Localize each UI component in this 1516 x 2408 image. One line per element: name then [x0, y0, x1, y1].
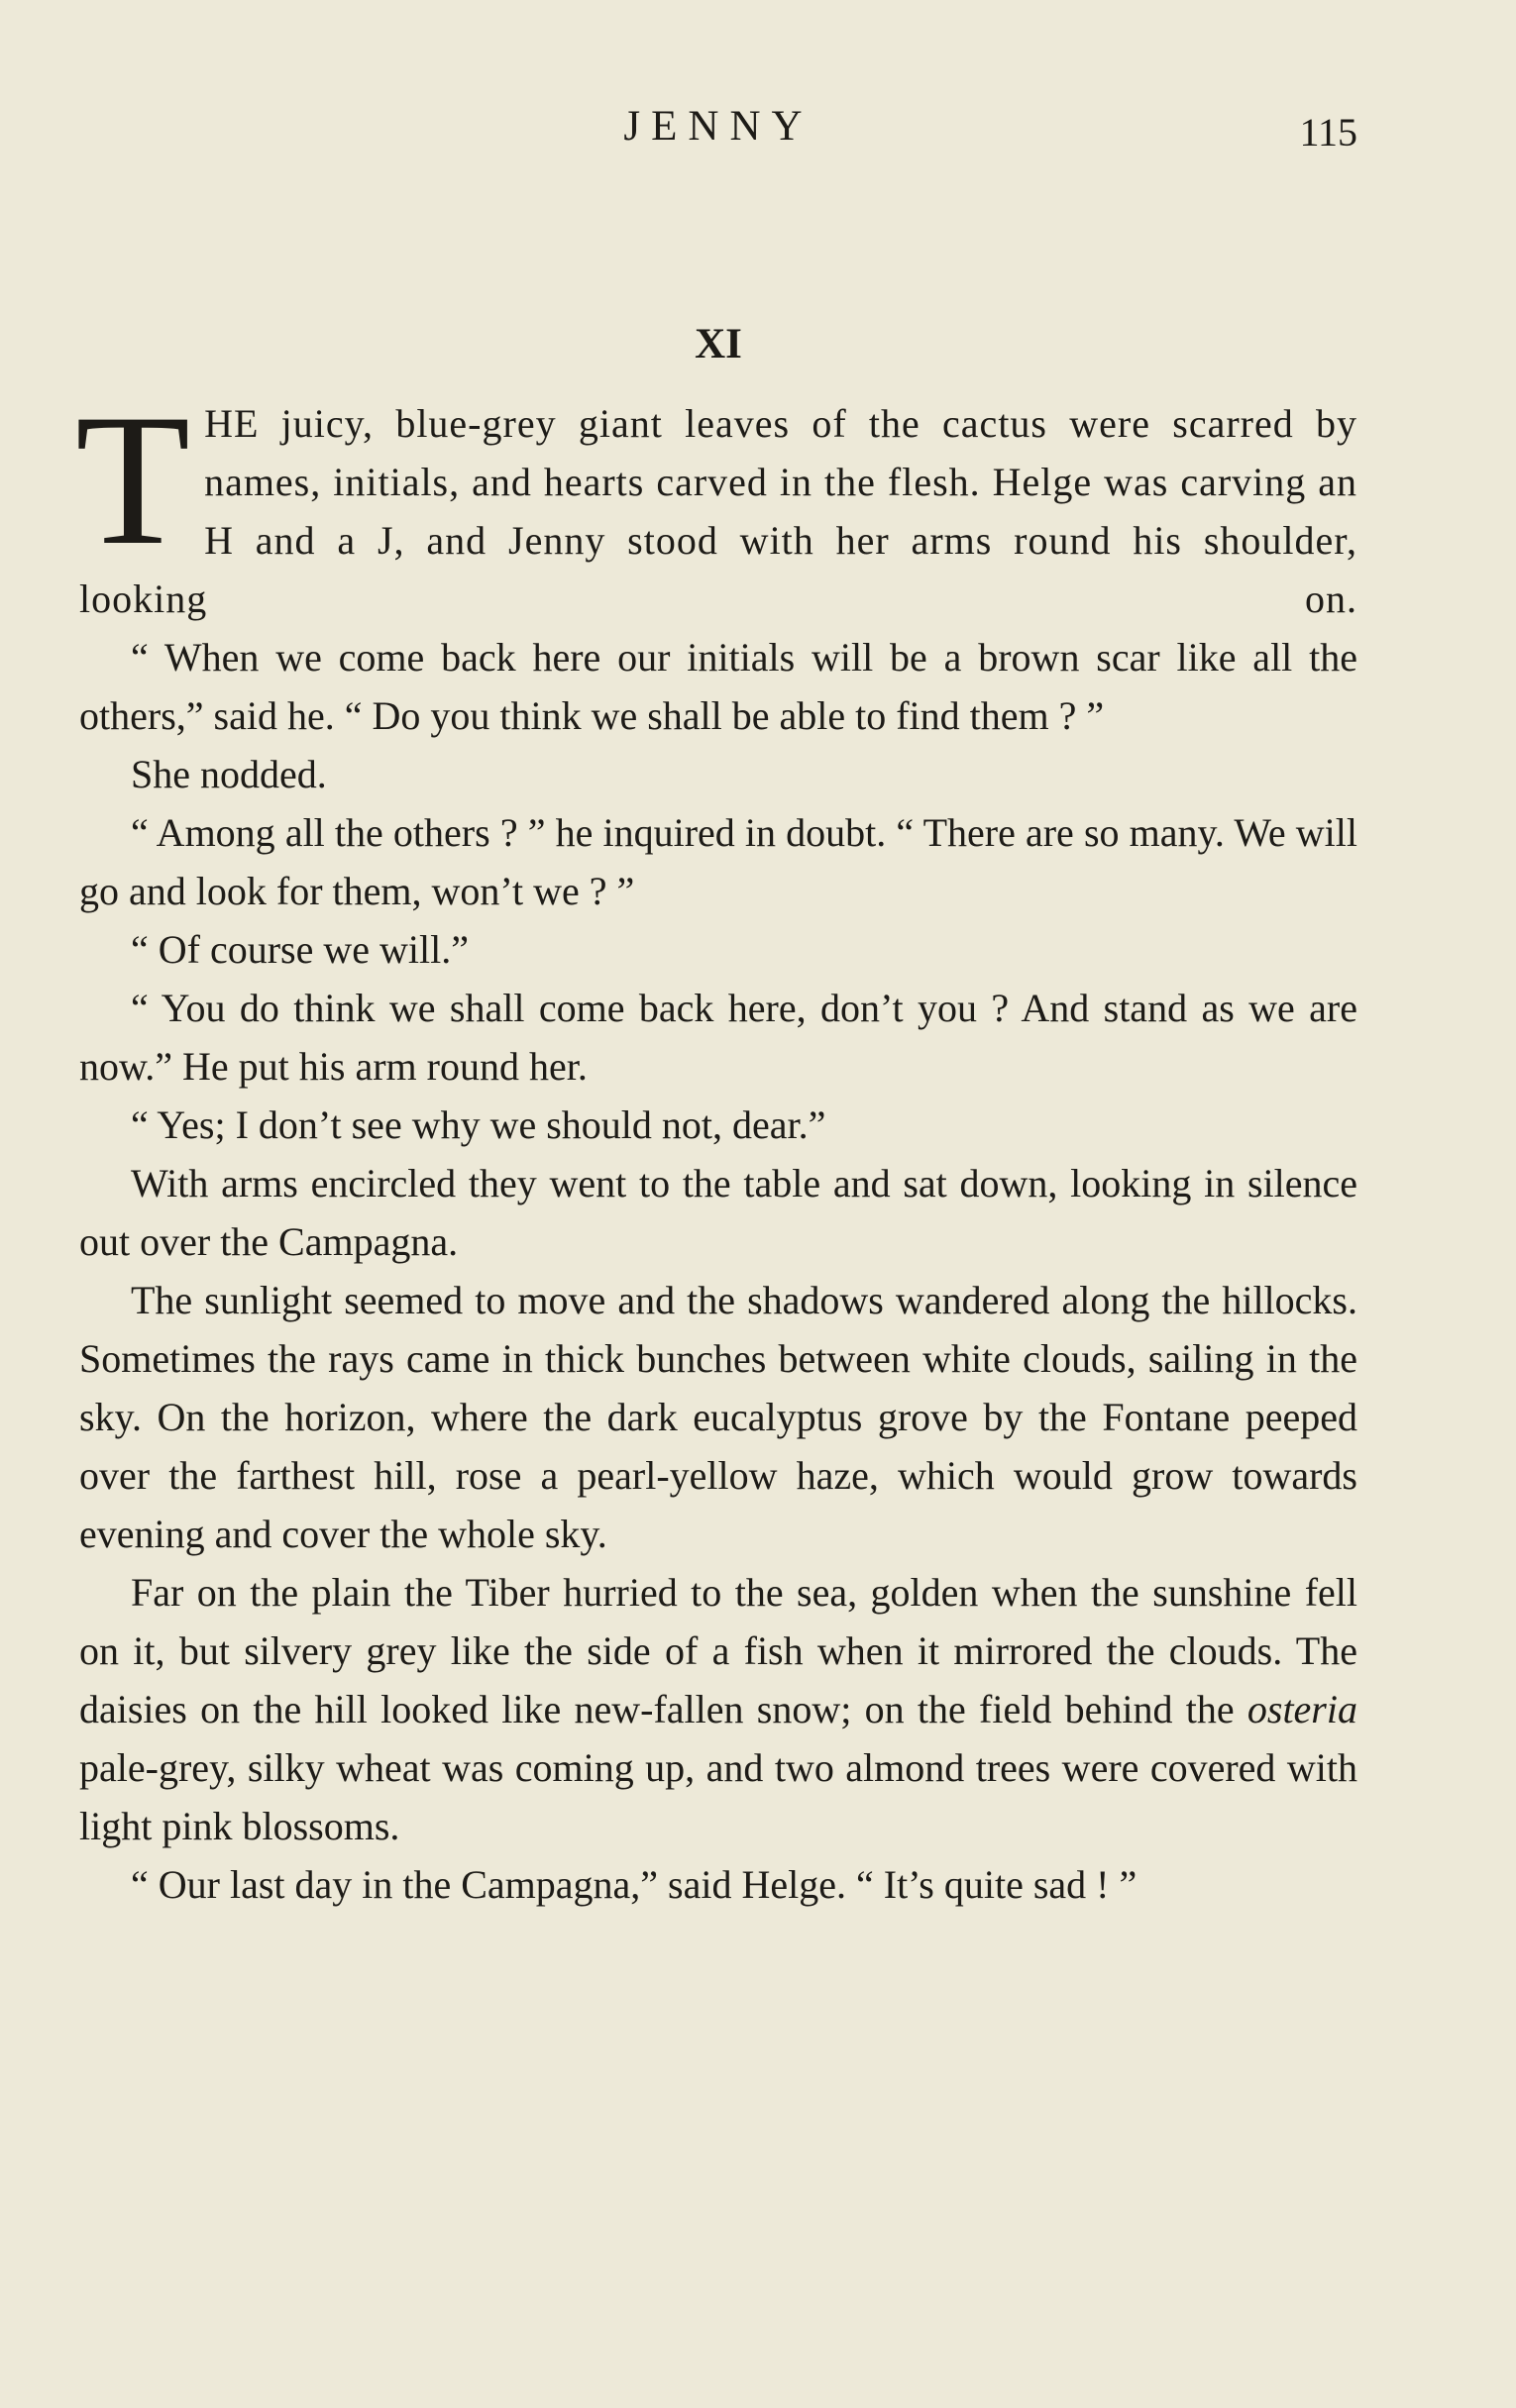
paragraph: [79, 1154, 1357, 1271]
paragraph-text: She nodded.: [131, 752, 327, 796]
paragraph-text: pale-grey, silky wheat was coming up, and two almond trees were covered with light pink blossoms.: [79, 1745, 1357, 1848]
paragraph: [79, 979, 1357, 1096]
paragraph-text: “ You do think we shall come back here, don’t you ? And stand as we are now.” He put his arm round her.: [79, 986, 1357, 1089]
paragraph-text: “ Of course we will.”: [131, 927, 469, 972]
paragraph-text: Far on the plain the Tiber hurried to the sea, golden when the sunshine fell on it, but silvery grey like the side of a fish when it mirrored the clouds. The daisies on the hill looked like new-fallen snow; on the field behind the: [79, 1570, 1357, 1731]
paragraph-text: HE juicy, blue-grey giant leaves of the cactus were scarred by names, initials, and hearts carved in the flesh. Helge was carving an H and a J, and Jenny stood with her arms round his shoulder, looking on.: [79, 401, 1357, 621]
paragraph: [79, 628, 1357, 745]
paragraph-text: “ Our last day in the Campagna,” said Helge. “ It’s quite sad ! ”: [131, 1862, 1137, 1907]
italic-word: osteria: [1246, 1687, 1357, 1731]
chapter-heading: XI: [695, 321, 742, 367]
paragraph: [79, 803, 1357, 920]
paragraph: [79, 920, 1357, 979]
paragraph-text: The sunlight seemed to move and the shadows wandered along the hillocks. Sometimes the rays came in thick bunches between white clouds, sailing in the sky. On the horizon, where the dark eucalyptus grove by the Fontane peeped over the farthest hill, rose a pearl-yellow haze, which would grow towards evening and cover the whole sky.: [79, 1278, 1357, 1556]
running-head: [79, 97, 1357, 157]
paragraph-text: With arms encircled they went to the table and sat down, looking in silence out over the Campagna.: [79, 1161, 1357, 1264]
paragraph: [79, 1096, 1357, 1154]
paragraph-text: “ Among all the others ? ” he inquired in doubt. “ There are so many. We will go and look for them, won’t we ? ”: [79, 810, 1357, 913]
paragraph-text: “ Yes; I don’t see why we should not, dear.”: [131, 1102, 826, 1147]
paragraph: [79, 1563, 1357, 1855]
running-title: JENNY: [623, 103, 813, 150]
paragraph: [79, 1855, 1357, 1914]
page-number: 115: [1299, 110, 1357, 155]
body-text: [75, 376, 1357, 1914]
paragraph-text: “ When we come back here our initials will be a brown scar like all the others,” said he. “ Do you think we shall be able to find them ? ”: [79, 635, 1357, 738]
paragraph: [75, 376, 1357, 628]
paragraph: [79, 745, 1357, 803]
drop-cap: T: [75, 376, 191, 584]
paragraph: [79, 1271, 1357, 1563]
